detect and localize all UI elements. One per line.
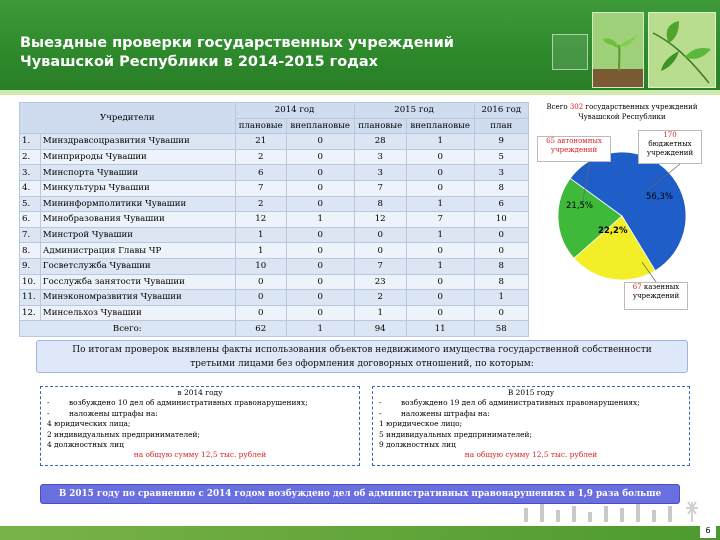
row-cell: 0 — [286, 196, 354, 212]
row-cell: 1 — [354, 305, 406, 321]
row-number: 4. — [20, 180, 41, 196]
row-cell: 0 — [286, 305, 354, 321]
row-founder: Минспорта Чувашии — [40, 165, 235, 181]
callout-state-text: казенных учреждений — [632, 283, 680, 300]
row-founder: Госслужба занятости Чувашии — [40, 274, 235, 290]
row-founder: Минкультуры Чувашии — [40, 180, 235, 196]
row-cell: 1 — [406, 258, 474, 274]
table-total-row — [20, 321, 529, 337]
row-founder: Минздравсоцразвития Чувашии — [40, 134, 235, 150]
table-row — [20, 180, 529, 196]
table-row — [20, 212, 529, 228]
box-2015-l2: наложены штрафы на: — [401, 408, 490, 418]
row-cell: 10 — [235, 258, 286, 274]
note-prefix: Всего — [546, 103, 570, 111]
box-2014-l2: наложены штрафы на: — [69, 408, 158, 418]
row-cell: 0 — [474, 305, 528, 321]
row-cell: 7 — [406, 212, 474, 228]
pie-label-state: 22,2% — [598, 226, 628, 236]
table-row — [20, 243, 529, 259]
col-2014-planned: плановые — [235, 118, 286, 134]
box-2014-l3: 4 юридических лица; — [47, 419, 131, 429]
note-count: 302 — [569, 103, 584, 111]
decorative-squares — [552, 12, 720, 90]
table-row — [20, 274, 529, 290]
findings-line1: По итогам проверок выявлены факты использования объектов недвижимого имущества государственной собственности — [72, 345, 652, 355]
page-title-line2: Чувашской Республики в 2014-2015 годах — [20, 54, 379, 70]
row-cell: 0 — [235, 274, 286, 290]
decor-square — [552, 34, 588, 70]
row-cell: 2 — [235, 149, 286, 165]
row-cell: 0 — [406, 180, 474, 196]
row-cell: 6 — [474, 196, 528, 212]
inspections-table — [19, 102, 529, 337]
row-number: 7. — [20, 227, 41, 243]
table-row — [20, 227, 529, 243]
row-cell: 12 — [235, 212, 286, 228]
row-cell: 7 — [354, 258, 406, 274]
row-cell: 0 — [286, 227, 354, 243]
row-cell: 0 — [406, 165, 474, 181]
row-cell: 7 — [235, 180, 286, 196]
callout-state-num: 67 — [632, 283, 642, 291]
row-cell: 8 — [354, 196, 406, 212]
box-2015-l3: 1 юридическое лицо; — [379, 419, 463, 429]
leaves-image — [648, 12, 716, 88]
callout-autonomous-text: 65 автономных учреждений — [546, 137, 602, 154]
box-2014-l4: 2 индивидуальных предпринимателей; — [47, 429, 200, 439]
table-row — [20, 149, 529, 165]
col-2015-planned: плановые — [354, 118, 406, 134]
col-2015: 2015 год — [354, 103, 474, 119]
comparison-banner: В 2015 году по сравнению с 2014 годом возбуждено дел об административных правонарушениях в 1,9 раза больше — [40, 484, 680, 504]
row-cell: 0 — [474, 227, 528, 243]
pie-label-budget: 56,3% — [646, 192, 674, 202]
row-cell: 2 — [235, 196, 286, 212]
header-divider — [0, 90, 720, 95]
table-row — [20, 290, 529, 306]
row-cell: 0 — [235, 305, 286, 321]
total-cell: 1 — [286, 321, 354, 337]
pie-label-autonomous: 21,5% — [566, 201, 594, 211]
total-cell: 11 — [406, 321, 474, 337]
row-cell: 0 — [406, 243, 474, 259]
row-cell: 3 — [354, 165, 406, 181]
col-2015-unplanned: внеплановые — [406, 118, 474, 134]
row-cell: 1 — [406, 227, 474, 243]
row-cell: 0 — [286, 243, 354, 259]
row-cell: 21 — [235, 134, 286, 150]
row-cell: 10 — [474, 212, 528, 228]
total-label: Всего: — [20, 321, 236, 337]
row-cell: 2 — [354, 290, 406, 306]
page-title — [20, 34, 520, 72]
callout-autonomous — [537, 136, 611, 162]
row-cell: 6 — [235, 165, 286, 181]
row-cell: 9 — [474, 134, 528, 150]
table-row — [20, 196, 529, 212]
row-cell: 1 — [286, 212, 354, 228]
row-cell: 0 — [286, 180, 354, 196]
row-number: 2. — [20, 149, 41, 165]
box-2015-heading: В 2015 году — [507, 388, 555, 397]
row-cell: 7 — [354, 180, 406, 196]
table-header-row — [20, 103, 529, 119]
row-number: 9. — [20, 258, 41, 274]
footer-stripe — [0, 526, 720, 540]
row-cell: 8 — [474, 180, 528, 196]
table-row — [20, 165, 529, 181]
note-line2: Чувашской Республики — [578, 113, 666, 121]
box-2015-l5: 9 должностных лиц — [379, 440, 456, 450]
row-cell: 3 — [474, 165, 528, 181]
row-number: 11. — [20, 290, 41, 306]
row-cell: 1 — [474, 290, 528, 306]
row-cell: 8 — [474, 274, 528, 290]
row-cell: 0 — [354, 243, 406, 259]
row-number: 12. — [20, 305, 41, 321]
sprout-image — [592, 12, 644, 88]
row-cell: 3 — [354, 149, 406, 165]
row-cell: 0 — [354, 227, 406, 243]
total-cell: 62 — [235, 321, 286, 337]
box-2014-heading: в 2014 году — [177, 388, 223, 397]
row-cell: 0 — [286, 290, 354, 306]
row-cell: 0 — [286, 149, 354, 165]
row-founder: Mининформполитики Чувашии — [40, 196, 235, 212]
row-number: 8. — [20, 243, 41, 259]
row-cell: 12 — [354, 212, 406, 228]
findings-banner — [36, 340, 688, 373]
col-founders: Учредители — [20, 103, 236, 134]
row-cell: 28 — [354, 134, 406, 150]
box-2014-l5: 4 должностных лиц — [47, 440, 124, 450]
row-founder: Минсельхоз Чувашии — [40, 305, 235, 321]
row-cell: 23 — [354, 274, 406, 290]
footer-ornament — [516, 494, 716, 524]
row-cell: 0 — [406, 290, 474, 306]
row-cell: 0 — [406, 149, 474, 165]
row-number: 5. — [20, 196, 41, 212]
box-2015-sum: на общую сумму 12,5 тыс. рублей — [464, 450, 598, 460]
table-row — [20, 305, 529, 321]
callout-budget — [638, 130, 702, 164]
row-cell: 0 — [406, 274, 474, 290]
row-number: 6. — [20, 212, 41, 228]
row-cell: 0 — [406, 305, 474, 321]
box-2014-line: - наложены штрафы на: — [47, 408, 158, 418]
col-2014-unplanned: внеплановые — [286, 118, 354, 134]
row-number: 1. — [20, 134, 41, 150]
row-cell: 5 — [474, 149, 528, 165]
box-2015 — [372, 386, 690, 466]
box-2015-l1: возбуждено 19 дел об административных правонарушениях; — [401, 398, 640, 408]
row-cell: 0 — [474, 243, 528, 259]
box-2014-l1: возбуждено 10 дел об административных правонарушениях; — [69, 398, 308, 408]
row-cell: 0 — [286, 165, 354, 181]
col-2016: 2016 год — [474, 103, 528, 119]
row-cell: 0 — [286, 134, 354, 150]
callout-budget-text: бюджетных учреждений — [646, 140, 694, 157]
callout-budget-num: 170 — [663, 131, 677, 139]
page-number: 6 — [700, 524, 716, 538]
table-row — [20, 134, 529, 150]
total-cell: 58 — [474, 321, 528, 337]
box-2015-l4: 5 индивидуальных предпринимателей; — [379, 429, 532, 439]
note-suffix: государственных учреждений — [583, 103, 698, 111]
box-2014-sum: на общую сумму 12,5 тыс. рублей — [133, 450, 267, 460]
row-cell: 0 — [286, 274, 354, 290]
col-2016-plan: план — [474, 118, 528, 134]
header-banner — [0, 0, 720, 90]
box-2015-line: - возбуждено 19 дел об административных правонарушениях; — [379, 398, 640, 408]
row-founder: Минстрой Чувашии — [40, 227, 235, 243]
row-founder: Минобразования Чувашии — [40, 212, 235, 228]
row-founder: Администрация Главы ЧР — [40, 243, 235, 259]
row-cell: 1 — [406, 196, 474, 212]
box-2014 — [40, 386, 360, 466]
total-cell: 94 — [354, 321, 406, 337]
row-founder: Госветслужба Чувашии — [40, 258, 235, 274]
box-2014-line: - возбуждено 10 дел об административных правонарушениях; — [47, 398, 308, 408]
col-2014: 2014 год — [235, 103, 354, 119]
institutions-total-note — [532, 102, 712, 122]
row-number: 3. — [20, 165, 41, 181]
row-cell: 1 — [235, 243, 286, 259]
page-title-line1: Выездные проверки государственных учреждений — [20, 35, 454, 51]
row-founder: Минэкономразвития Чувашии — [40, 290, 235, 306]
table-row — [20, 258, 529, 274]
row-cell: 1 — [406, 134, 474, 150]
row-cell: 0 — [235, 290, 286, 306]
callout-state — [624, 282, 688, 310]
box-2015-line: - наложены штрафы на: — [379, 408, 490, 418]
row-cell: 0 — [286, 258, 354, 274]
row-cell: 1 — [235, 227, 286, 243]
row-number: 10. — [20, 274, 41, 290]
row-founder: Минприроды Чувашии — [40, 149, 235, 165]
row-cell: 8 — [474, 258, 528, 274]
findings-line2: третьими лицами без оформления договорных отношений, по которым: — [190, 359, 534, 369]
